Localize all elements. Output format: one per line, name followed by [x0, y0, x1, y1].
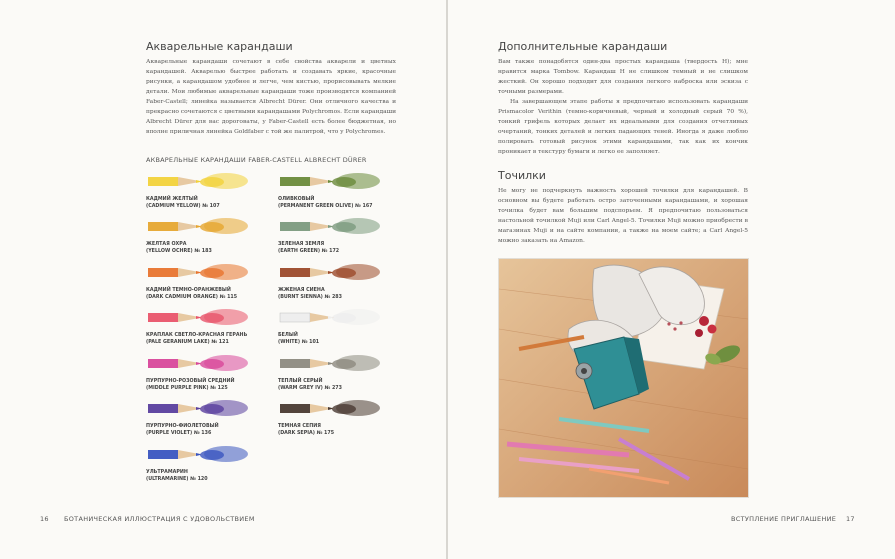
swatch-drawing	[278, 261, 388, 285]
pencil-swatch	[146, 443, 256, 499]
watercolor-stroke	[200, 177, 224, 187]
page-number-left: 16	[40, 515, 49, 523]
sharpener-drawing	[499, 259, 748, 497]
pencil-body	[280, 177, 310, 186]
swatch-drawing	[146, 443, 256, 467]
swatch-label	[278, 287, 342, 301]
pencil-body	[148, 450, 178, 459]
pencil-body	[280, 313, 310, 322]
swatch-code: (WARM GREY IV) № 273	[278, 386, 342, 391]
pencil-body	[148, 313, 178, 322]
swatch-name: ОЛИВКОВЫЙ	[278, 197, 315, 202]
swatch-code: (MIDDLE PURPLE PINK) № 125	[146, 386, 228, 391]
swatch-code: (EARTH GREEN) № 172	[278, 249, 340, 254]
sharpeners-paragraph: Не могу не подчеркнуть важность хорошей точилки для карандашей. В основном вы будете работать остро заточенными карандашами, и хорошая точилка будет вам большим подспорьем. Я предпочитаю пользоваться настольной точилкой Muji или Carl Angel-5. Точилки Muji можно приобрести в магазинах Muji и на сайте компании, а также на моем сайте; а Carl Angel-5 можно заказать на Amazon.	[498, 188, 748, 244]
swatch-drawing	[146, 397, 256, 421]
watercolor-pencils-paragraph: Акварельные карандаши сочетают в себе свойства акварели и цветных карандашей. Акварелью быстрее работать и создавать яркие, красочные рисунки, а карандашом удобнее и легче, чем кистью, прорисовывать мелкие детали. Мои любимые акварельные карандаши тоже производятся компанией Faber-Castell; линейка называется Albrecht Dürer. Они отличного качества и прекрасно сочетаются с цветными карандашами Polychromos. Если карандаши Albrecht Dürer для вас дороговаты, у Faber-Castell есть более бюджетная, но вполне приличная линейка Goldfaber с той же палитрой, что у Polychromes.	[146, 59, 396, 135]
swatch-label	[146, 287, 237, 301]
swatch-code: (PURPLE VIOLET) № 136	[146, 431, 212, 436]
swatch-drawing	[146, 170, 256, 194]
swatch-label	[278, 332, 319, 346]
swatch-label	[278, 196, 373, 210]
watercolor-stroke	[332, 313, 356, 323]
swatch-name: ЖЕЛТАЯ ОХРА	[146, 242, 187, 247]
swatch-drawing	[146, 215, 256, 239]
running-head-right: ВСТУПЛЕНИЕ ПРИГЛАШЕНИЕ	[731, 515, 837, 523]
pencil-body	[280, 222, 310, 231]
pencil-body	[148, 359, 178, 368]
pencil-body	[280, 359, 310, 368]
swatch-label	[278, 378, 342, 392]
section-title-sharpeners: Точилки	[498, 169, 546, 182]
swatch-name: ТЕПЛЫЙ СЕРЫЙ	[278, 379, 323, 384]
swatch-name: ТЕМНАЯ СЕПИЯ	[278, 424, 321, 429]
swatch-code: (YELLOW OCHRE) № 183	[146, 249, 212, 254]
running-head-left: БОТАНИЧЕСКАЯ ИЛЛЮСТРАЦИЯ С УДОВОЛЬСТВИЕМ	[64, 515, 255, 523]
sharpener-illustration	[498, 258, 749, 498]
watercolor-stroke	[332, 222, 356, 232]
swatch-name: ПУРПУРНО-ФИОЛЕТОВЫЙ	[146, 424, 219, 429]
swatch-code: (CADMIUM YELLOW) № 107	[146, 204, 220, 209]
swatch-name: КРАПЛАК СВЕТЛО-КРАСНАЯ ГЕРАНЬ	[146, 333, 248, 338]
watercolor-stroke	[200, 268, 224, 278]
additional-pencils-paragraph: Вам также понадобятся один-два простых карандаша (твердость H); мне нравится марка Tombow. Карандаш H не слишком темный и не слишком жесткий. Он хорошо подходит для создания легкого наброска или эскиза с точными размерами. На завершающем этапе работы я предпочитаю использовать карандаши Prismacolor Verithin (темно-коричневый, черный и холодный серый 70 %), тонкий грифель которых делает их идеальными для создания отчетливых очертаний, тонких деталей и легких падающих теней. Иногда я даже люблю полировать готовый рисунок этими карандашами, так как их кончик проникает в текстуру бумаги и легко ее заполняет.	[498, 59, 748, 155]
swatch-label	[146, 196, 220, 210]
swatch-drawing	[146, 306, 256, 330]
pencil-body	[148, 177, 178, 186]
pencil-body	[148, 268, 178, 277]
left-page	[0, 0, 446, 559]
watercolor-stroke	[200, 404, 224, 414]
watercolor-stroke	[332, 268, 356, 278]
pencil-body	[280, 404, 310, 413]
pencil-body	[280, 268, 310, 277]
swatch-label	[146, 378, 235, 392]
swatch-drawing	[278, 170, 388, 194]
page-number-right: 17	[846, 515, 855, 523]
swatch-code: (PALE GERANIUM LAKE) № 121	[146, 340, 229, 345]
swatch-drawing	[278, 215, 388, 239]
swatches-heading: АКВАРЕЛЬНЫЕ КАРАНДАШИ FABER-CASTELL ALBRECHT DÜRER	[146, 156, 367, 164]
watercolor-stroke	[200, 313, 224, 323]
swatch-drawing	[278, 352, 388, 376]
pencil-body	[148, 222, 178, 231]
watercolor-stroke	[200, 222, 224, 232]
swatch-code: (DARK SEPIA) № 175	[278, 431, 335, 436]
swatch-code: (WHITE) № 101	[278, 340, 320, 345]
swatch-drawing	[146, 261, 256, 285]
swatch-label	[146, 469, 208, 483]
swatch-code: (BURNT SIENNA) № 283	[278, 295, 342, 300]
pencil-swatch	[278, 397, 388, 453]
swatch-label	[278, 423, 334, 437]
section-title-watercolor-pencils: Акварельные карандаши	[146, 40, 293, 53]
swatch-label	[146, 241, 212, 255]
swatch-name: ЗЕЛЕНАЯ ЗЕМЛЯ	[278, 242, 325, 247]
watercolor-stroke	[332, 359, 356, 369]
swatch-drawing	[278, 397, 388, 421]
watercolor-stroke	[200, 450, 224, 460]
section-title-additional-pencils: Дополнительные карандаши	[498, 40, 668, 53]
swatch-code: (ULTRAMARINE) № 120	[146, 477, 208, 482]
watercolor-stroke	[200, 359, 224, 369]
swatch-name: УЛЬТРАМАРИН	[146, 470, 188, 475]
swatch-code: (PERMANENT GREEN OLIVE) № 167	[278, 204, 373, 209]
swatch-name: БЕЛЫЙ	[278, 333, 298, 338]
swatch-label	[278, 241, 339, 255]
swatch-name: КАДМИЙ ТЕМНО-ОРАНЖЕВЫЙ	[146, 288, 231, 293]
swatch-name: КАДМИЙ ЖЕЛТЫЙ	[146, 197, 198, 202]
watercolor-stroke	[332, 177, 356, 187]
swatch-drawing	[146, 352, 256, 376]
swatch-label	[146, 332, 247, 346]
swatch-label	[146, 423, 219, 437]
swatch-code: (DARK CADMIUM ORANGE) № 115	[146, 295, 238, 300]
swatch-name: ЖЖЕНАЯ СИЕНА	[278, 288, 325, 293]
swatch-name: ПУРПУРНО-РОЗОВЫЙ СРЕДНИЙ	[146, 379, 235, 384]
swatch-drawing	[278, 306, 388, 330]
watercolor-stroke	[332, 404, 356, 414]
pencil-body	[148, 404, 178, 413]
